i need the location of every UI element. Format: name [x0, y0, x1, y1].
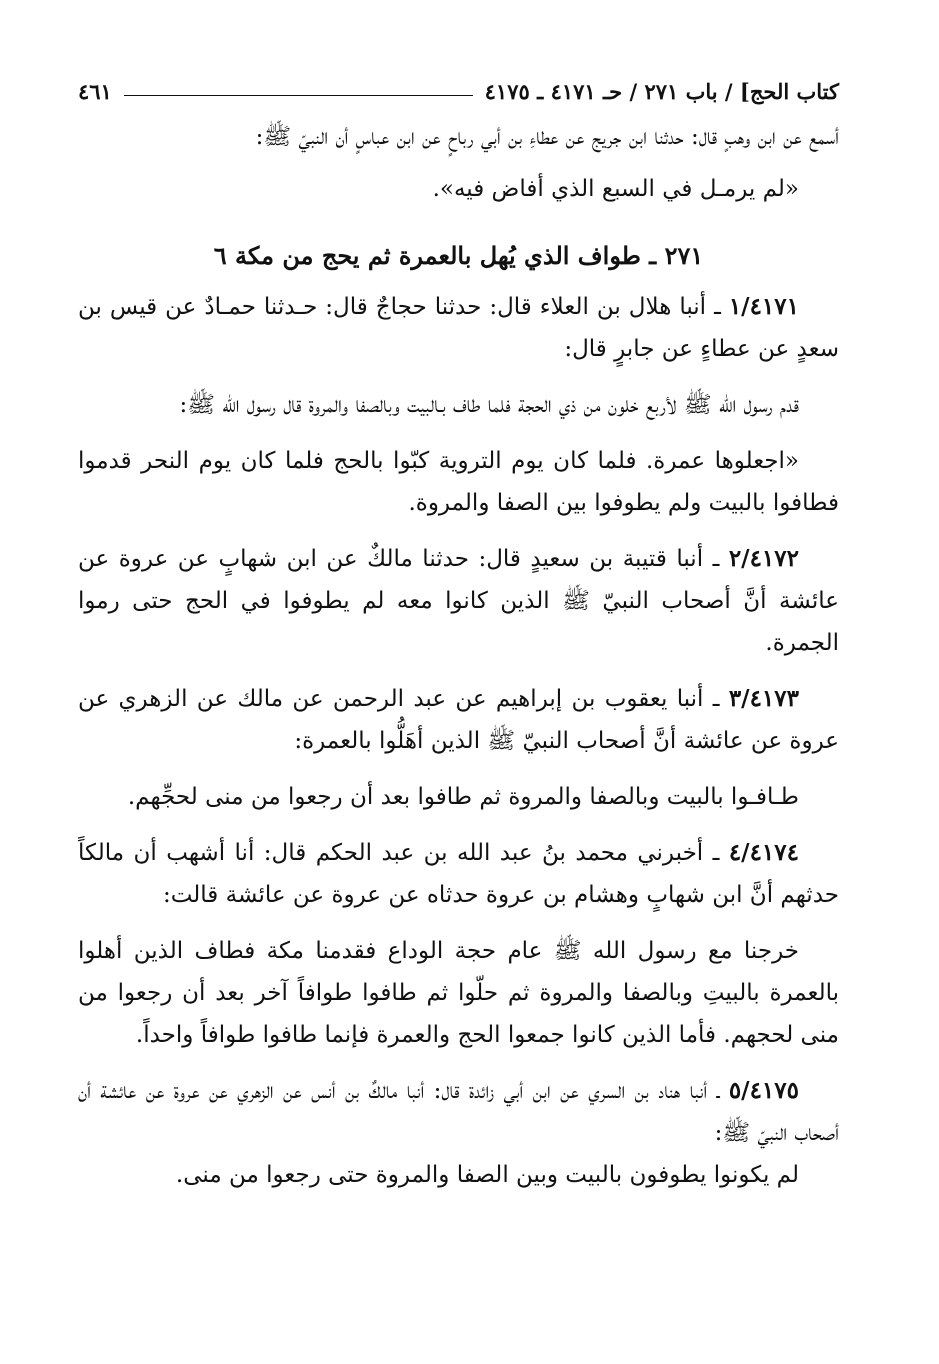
hadith-isnad: [78, 678, 839, 762]
hadith-number: ٤/٤١٧٤: [728, 839, 799, 866]
hadith-matn: قدم رسول الله ﷺ لأربع خلون من ذي الحجة فلما طاف بـالبيت وبالصفا والمروة قال رسول الله ﷺ:: [179, 392, 799, 418]
chapter-title: ٢٧١ ـ طواف الذي يُهل بالعمرة ثم يحج من مكة ٦: [213, 241, 704, 270]
hadith-number: ٥/٤١٧٥: [728, 1077, 799, 1104]
running-header: [78, 70, 839, 104]
hadith-number: ١/٤١٧١: [728, 293, 799, 320]
hadith-quote: «اجعلوها عمرة. فلما كان يوم التروية كبّوا بالحج فلما كان يوم النحر قدموا فطافوا بالبيت ولم يطوفوا بين الصفا والمروة.: [78, 448, 839, 516]
hadith-isnad-text: ـ أنبا يعقوب بن إبراهيم عن عبد الرحمن عن مالك عن الزهري عن عروة عن عائشة أنَّ أصحاب النبيّ ﷺ الذين أهَلُّوا بالعمرة:: [78, 686, 839, 754]
hadith-matn: طـافـوا بالبيت وبالصفا والمروة ثم طافوا بعد أن رجعوا من منى لحجِّهم.: [127, 784, 799, 810]
hadith-number: ٣/٤١٧٣: [728, 685, 799, 712]
hadith-isnad: [78, 1070, 839, 1154]
header-rule: [124, 95, 473, 96]
hadith-isnad-text: ـ أنبا هلال بن العلاء قال: حدثنا حجاجٌ قال: حـدثنا حمـادٌ عن قيس بن سعدٍ عن عطاءٍ عن جابرٍ قال:: [78, 294, 839, 362]
hadith-isnad: [78, 832, 839, 916]
intro-quote: «لم يرمـل في السبع الذي أفاض فيه».: [432, 176, 799, 202]
hadith-isnad: [78, 286, 839, 370]
hadith-isnad: [78, 538, 839, 664]
header-title: كتاب الحج] / باب ٢٧١ / حـ ٤١٧١ ـ ٤١٧٥: [484, 79, 839, 104]
hadith-isnad-text: ـ أنبا هناد بن السري عن ابن أبي زائدة قال: أنبا مالكٌ بن أنس عن الزهري عن عروة عن عائشة أن أصحاب النبيّ ﷺ:: [78, 1078, 839, 1146]
hadith-matn: خرجنا مع رسول الله ﷺ عام حجة الوداع فقدمنا مكة فطاف الذين أهلوا بالعمرة بالبيتِ وبالصفا والمروة ثم حلّوا ثم طافوا طوافاً آخر بعد أن رجعوا من منى لحجهم. فأما الذين كانوا جمعوا الحج والعمرة فإنما طافوا طوافاً واحداً.: [78, 938, 839, 1048]
hadith-number: ٢/٤١٧٢: [728, 545, 799, 572]
hadith-isnad-text: ـ أخبرني محمد بنُ عبد الله بن عبد الحكم قال: أنا أشهب أن مالكاً حدثهم أنَّ ابن شهابٍ وهشام بن عروة حدثاه عن عروة عن عائشة قالت:: [78, 840, 839, 908]
intro-isnad: أسمع عن ابن وهبٍ قال: حدثنا ابن جريج عن عطاءِ بن أبي رباحٍ عن ابن عباسٍ أن النبيّ ﷺ:: [255, 124, 839, 150]
hadith-isnad-text: ـ أنبا قتيبة بن سعيدٍ قال: حدثنا مالكٌ عن ابن شهابٍ عن عروة عن عائشة أنَّ أصحاب النبيّ ﷺ الذين كانوا معه لم يطوفوا في الحج حتى رموا الجمرة.: [78, 546, 839, 656]
hadith-matn: لم يكونوا يطوفون بالبيت وبين الصفا والمروة حتى رجعوا من منى.: [175, 1162, 799, 1188]
page-number: ٤٦١: [78, 79, 112, 104]
